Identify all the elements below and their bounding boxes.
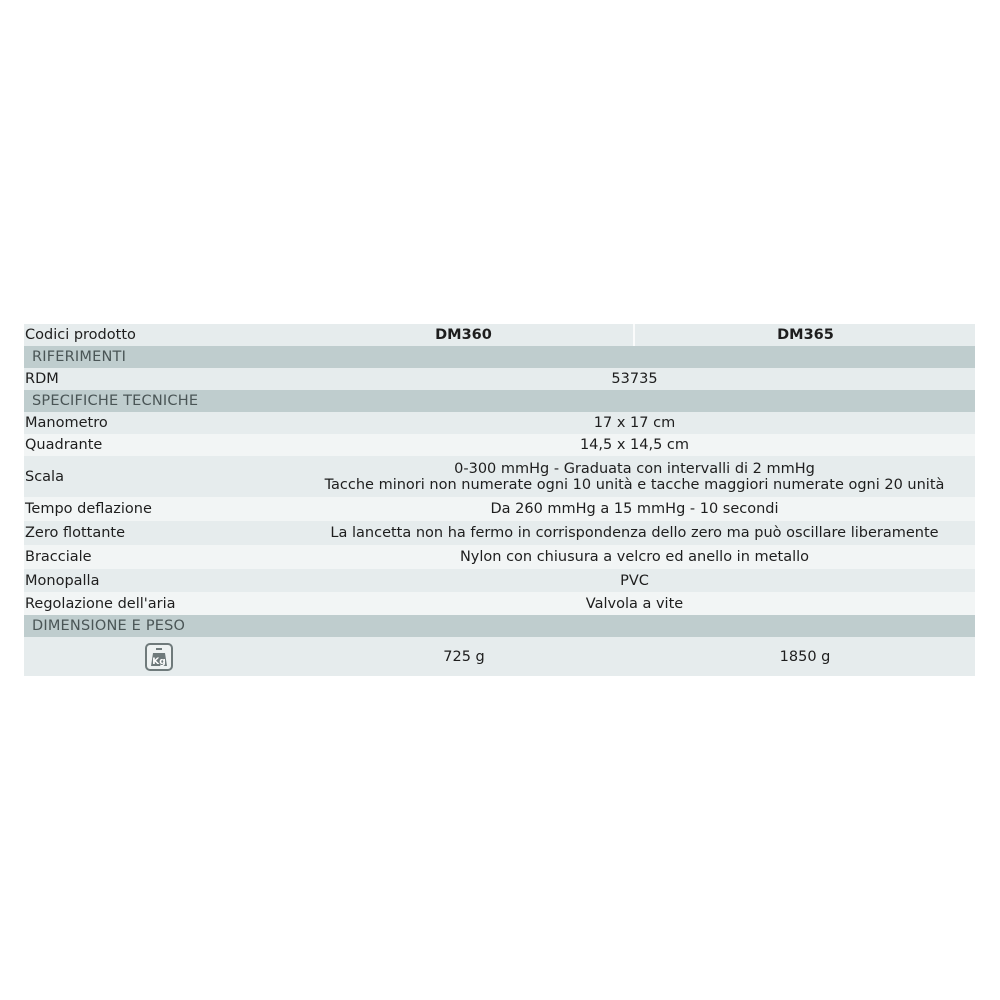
header-row (24, 324, 975, 346)
section-title: SPECIFICHE TECNICHE (24, 390, 975, 412)
row-label: Zero flottante (24, 521, 293, 545)
svg-text:Kg: Kg (152, 656, 166, 667)
weight-dm360: 725 g (293, 637, 634, 676)
row-label: RDM (24, 368, 293, 390)
table-row (24, 434, 975, 456)
row-label: Bracciale (24, 545, 293, 569)
section-riferimenti (24, 346, 975, 368)
table-row (24, 545, 975, 569)
row-value: Da 260 mmHg a 15 mmHg - 10 secondi (293, 497, 975, 521)
weight-icon-cell (24, 637, 293, 676)
spec-table (24, 324, 975, 676)
table-row (24, 456, 975, 497)
table-row (24, 497, 975, 521)
row-label: Quadrante (24, 434, 293, 456)
row-value: Valvola a vite (293, 592, 975, 615)
table-row (24, 368, 975, 390)
row-value-line: Tacche minori non numerate ogni 10 unità e tacche maggiori numerate ogni 20 unità (324, 476, 945, 493)
table-row (24, 412, 975, 434)
product-code-dm360: DM360 (293, 324, 634, 346)
table-row (24, 521, 975, 545)
row-value: 14,5 x 14,5 cm (293, 434, 975, 456)
row-label: Tempo deflazione (24, 497, 293, 521)
row-label: Monopalla (24, 569, 293, 592)
weight-row (24, 637, 975, 676)
row-value: PVC (293, 569, 975, 592)
section-title: RIFERIMENTI (24, 346, 975, 368)
row-value: 53735 (293, 368, 975, 390)
row-value-line: 0-300 mmHg - Graduata con intervalli di 2 mmHg (454, 460, 815, 477)
row-value (293, 456, 975, 497)
kg-weight-icon (145, 643, 173, 671)
row-value: Nylon con chiusura a velcro ed anello in metallo (293, 545, 975, 569)
row-label: Scala (24, 456, 293, 497)
table-row (24, 569, 975, 592)
header-label: Codici prodotto (24, 324, 293, 346)
row-value: La lancetta non ha fermo in corrispondenza dello zero ma può oscillare liberamente (293, 521, 975, 545)
product-code-dm365: DM365 (634, 324, 975, 346)
section-dimensione (24, 615, 975, 637)
row-label: Regolazione dell'aria (24, 592, 293, 615)
weight-dm365: 1850 g (634, 637, 975, 676)
row-label: Manometro (24, 412, 293, 434)
row-value: 17 x 17 cm (293, 412, 975, 434)
section-specifiche (24, 390, 975, 412)
table-row (24, 592, 975, 615)
section-title: DIMENSIONE E PESO (24, 615, 975, 637)
